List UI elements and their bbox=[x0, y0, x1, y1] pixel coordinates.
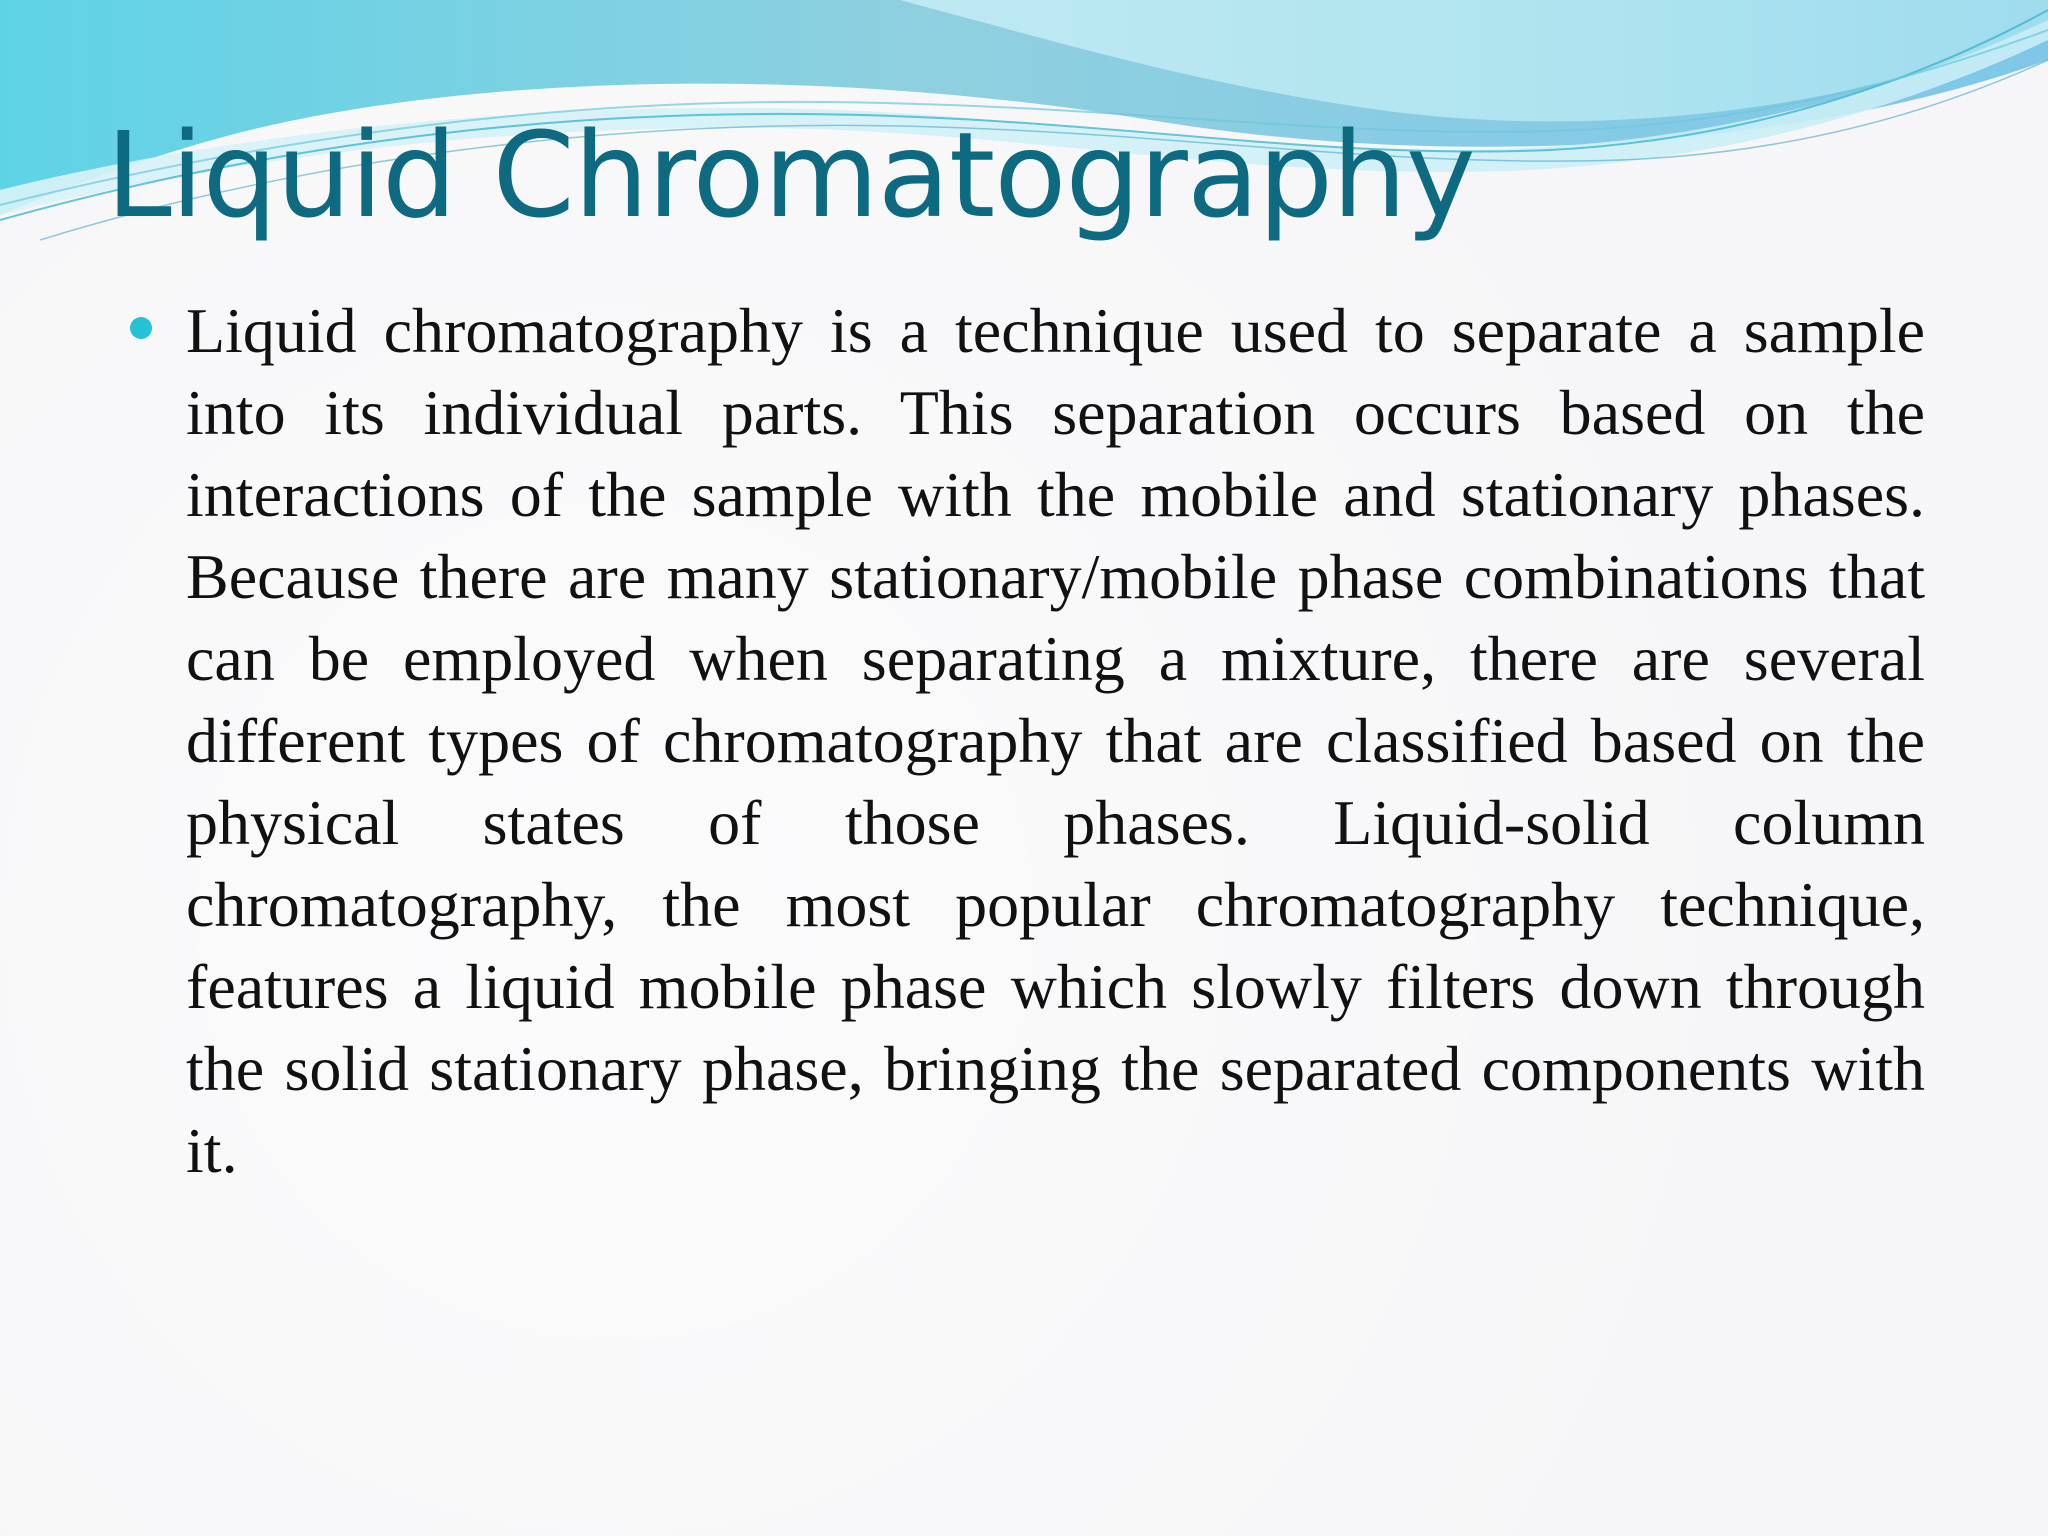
slide-title: Liquid Chromatography bbox=[106, 106, 1475, 244]
bullet-item bbox=[130, 290, 1925, 1192]
bullet-text: Liquid chromatography is a technique used to separate a sample into its individual parts. This separation occurs based on the interactions of the sample with the mobile and stationary phases. Because there are many stationary/mobile phase combinations that can be employed when separating a mixture, there are several different types of chromatography that are classified based on the physical states of those phases. Liquid-solid column chromatography, the most popular chromatography technique, features a liquid mobile phase which slowly filters down through the solid stationary phase, bringing the separated components with it. bbox=[186, 295, 1925, 1186]
slide-body bbox=[130, 290, 1925, 1192]
bullet-dot-icon bbox=[130, 317, 152, 339]
